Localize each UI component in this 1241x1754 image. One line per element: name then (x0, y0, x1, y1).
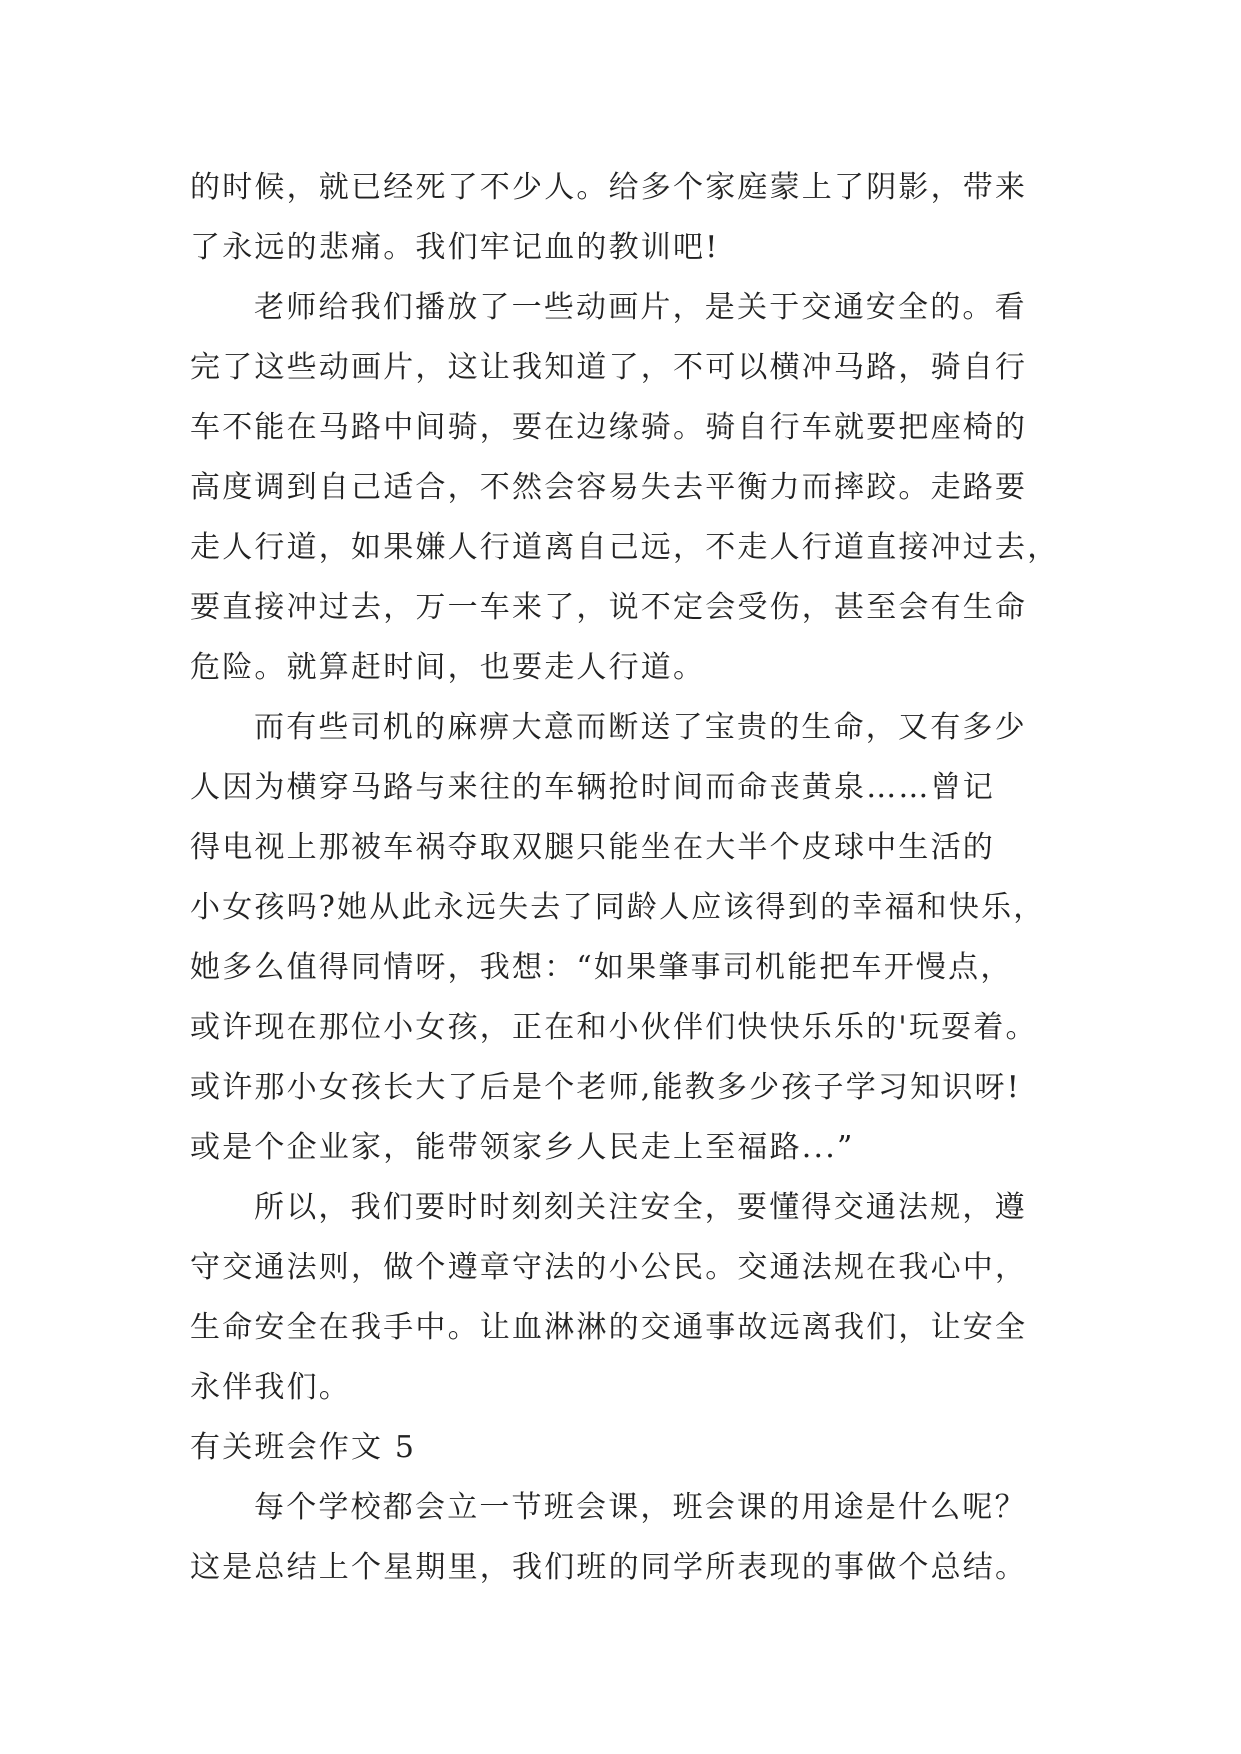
section-heading: 有关班会作文 5 (190, 1430, 417, 1465)
text-line: 的时候，就已经死了不少人。给多个家庭蒙上了阴影，带来 (190, 170, 1028, 205)
text-line: 每个学校都会立一节班会课，班会课的用途是什么呢？ (254, 1490, 1027, 1525)
paragraph (190, 1178, 1070, 1418)
text-line: 完了这些动画片，这让我知道了，不可以横冲马路，骑自行 (190, 350, 1028, 385)
paragraph (190, 278, 1070, 698)
text-line: 危险。就算赶时间，也要走人行道。 (190, 650, 706, 685)
text-line: 走人行道，如果嫌人行道离自己远，不走人行道直接冲过去， (190, 530, 1060, 565)
text-line: 或许那小女孩长大了后是个老师,能教多少孩子学习知识呀! (190, 1070, 1021, 1105)
text-line: 守交通法则，做个遵章守法的小公民。交通法规在我心中， (190, 1250, 1028, 1285)
paragraph (190, 698, 1070, 1178)
text-line: 人因为横穿马路与来往的车辆抢时间而命丧黄泉……曾记 (190, 770, 995, 805)
document-body (190, 158, 1070, 1598)
paragraph (190, 158, 1070, 278)
text-line: 这是总结上个星期里，我们班的同学所表现的事做个总结。 (190, 1550, 1028, 1585)
text-line: 而有些司机的麻痹大意而断送了宝贵的生命，又有多少 (254, 710, 1027, 745)
text-line: 高度调到自己适合，不然会容易失去平衡力而摔跤。走路要 (190, 470, 1028, 505)
text-line: 永伴我们。 (190, 1370, 351, 1405)
text-line: 车不能在马路中间骑，要在边缘骑。骑自行车就要把座椅的 (190, 410, 1028, 445)
text-line: 她多么值得同情呀，我想：“如果肇事司机能把车开慢点， (190, 950, 1013, 985)
text-line: 小女孩吗?她从此永远失去了同龄人应该得到的幸福和快乐， (190, 890, 1046, 925)
text-line: 或许现在那位小女孩，正在和小伙伴们快快乐乐的'玩耍着。 (190, 1010, 1038, 1045)
text-line: 老师给我们播放了一些动画片，是关于交通安全的。看 (254, 290, 1027, 325)
text-line: 或是个企业家，能带领家乡人民走上至福路...” (190, 1130, 855, 1165)
text-line: 所以，我们要时时刻刻关注安全，要懂得交通法规，遵 (254, 1190, 1027, 1225)
text-line: 要直接冲过去，万一车来了，说不定会受伤，甚至会有生命 (190, 590, 1028, 625)
text-line: 了永远的悲痛。我们牢记血的教训吧! (190, 230, 720, 265)
text-line: 得电视上那被车祸夺取双腿只能坐在大半个皮球中生活的 (190, 830, 995, 865)
paragraph (190, 1478, 1070, 1598)
text-line: 生命安全在我手中。让血淋淋的交通事故远离我们，让安全 (190, 1310, 1028, 1345)
